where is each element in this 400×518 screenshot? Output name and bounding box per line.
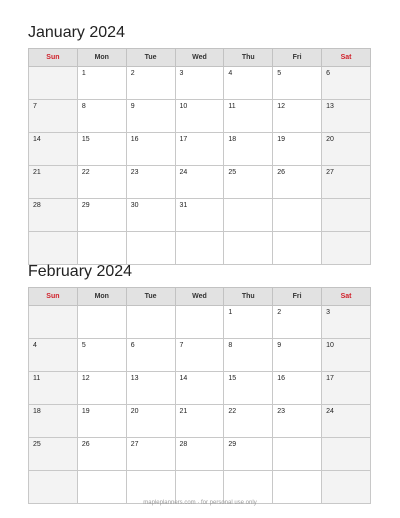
weekday-tue: Tue (126, 288, 175, 306)
day-cell: 19 (273, 133, 322, 166)
day-cell: 23 (126, 166, 175, 199)
week-row (29, 100, 371, 133)
day-cell: 10 (322, 339, 371, 372)
day-cell (273, 471, 322, 504)
day-cell: 1 (77, 67, 126, 100)
day-cell: 24 (322, 405, 371, 438)
day-cell (126, 306, 175, 339)
day-cell: 23 (273, 405, 322, 438)
day-cell: 27 (126, 438, 175, 471)
day-cell: 14 (175, 372, 224, 405)
day-cell: 20 (126, 405, 175, 438)
day-cell: 3 (175, 67, 224, 100)
day-cell: 22 (77, 166, 126, 199)
day-cell (77, 306, 126, 339)
day-cell (29, 471, 78, 504)
day-cell: 26 (77, 438, 126, 471)
day-cell (126, 471, 175, 504)
day-cell: 12 (273, 100, 322, 133)
day-cell: 16 (126, 133, 175, 166)
day-cell: 6 (126, 339, 175, 372)
day-cell: 13 (126, 372, 175, 405)
month-title-february: February 2024 (28, 263, 133, 280)
day-cell: 2 (126, 67, 175, 100)
day-cell (126, 232, 175, 265)
day-cell: 28 (175, 438, 224, 471)
day-cell: 12 (77, 372, 126, 405)
day-cell: 27 (322, 166, 371, 199)
day-cell: 3 (322, 306, 371, 339)
day-cell (322, 232, 371, 265)
day-cell: 25 (224, 166, 273, 199)
day-cell (224, 232, 273, 265)
day-cell (322, 438, 371, 471)
weekday-header-row (29, 49, 371, 67)
day-cell: 7 (175, 339, 224, 372)
day-cell: 13 (322, 100, 371, 133)
day-cell: 6 (322, 67, 371, 100)
day-cell: 30 (126, 199, 175, 232)
weekday-mon: Mon (77, 288, 126, 306)
day-cell: 20 (322, 133, 371, 166)
day-cell (273, 199, 322, 232)
calendar-february (28, 287, 371, 504)
day-cell (175, 471, 224, 504)
day-cell: 2 (273, 306, 322, 339)
day-cell: 11 (224, 100, 273, 133)
day-cell: 7 (29, 100, 78, 133)
day-cell: 18 (224, 133, 273, 166)
day-cell (29, 306, 78, 339)
day-cell: 11 (29, 372, 78, 405)
week-row (29, 339, 371, 372)
week-row (29, 232, 371, 265)
day-cell: 18 (29, 405, 78, 438)
day-cell: 9 (126, 100, 175, 133)
day-cell: 28 (29, 199, 78, 232)
weekday-sun: Sun (29, 49, 78, 67)
week-row (29, 471, 371, 504)
calendar-january (28, 48, 371, 265)
day-cell (175, 232, 224, 265)
day-cell: 19 (77, 405, 126, 438)
day-cell: 26 (273, 166, 322, 199)
day-cell (322, 199, 371, 232)
week-row (29, 133, 371, 166)
day-cell (273, 232, 322, 265)
weekday-fri: Fri (273, 288, 322, 306)
day-cell: 8 (77, 100, 126, 133)
weekday-thu: Thu (224, 288, 273, 306)
week-row (29, 438, 371, 471)
day-cell: 4 (224, 67, 273, 100)
day-cell: 16 (273, 372, 322, 405)
day-cell: 5 (273, 67, 322, 100)
week-row (29, 67, 371, 100)
day-cell (29, 67, 78, 100)
week-row (29, 199, 371, 232)
day-cell (322, 471, 371, 504)
day-cell (77, 232, 126, 265)
footer-note: mapleplanners.com · for personal use only (143, 500, 257, 506)
day-cell: 15 (224, 372, 273, 405)
day-cell: 29 (224, 438, 273, 471)
day-cell: 8 (224, 339, 273, 372)
weekday-fri: Fri (273, 49, 322, 67)
day-cell: 9 (273, 339, 322, 372)
day-cell: 31 (175, 199, 224, 232)
day-cell: 25 (29, 438, 78, 471)
day-cell: 21 (175, 405, 224, 438)
month-title-january: January 2024 (28, 24, 125, 41)
week-row (29, 372, 371, 405)
day-cell: 14 (29, 133, 78, 166)
weekday-sun: Sun (29, 288, 78, 306)
day-cell: 29 (77, 199, 126, 232)
weekday-wed: Wed (175, 49, 224, 67)
day-cell: 1 (224, 306, 273, 339)
day-cell (224, 471, 273, 504)
weekday-header-row (29, 288, 371, 306)
weekday-sat: Sat (322, 288, 371, 306)
week-row (29, 306, 371, 339)
day-cell: 17 (175, 133, 224, 166)
day-cell (29, 232, 78, 265)
day-cell: 21 (29, 166, 78, 199)
day-cell: 15 (77, 133, 126, 166)
day-cell: 4 (29, 339, 78, 372)
week-row (29, 166, 371, 199)
day-cell: 10 (175, 100, 224, 133)
day-cell: 17 (322, 372, 371, 405)
weekday-tue: Tue (126, 49, 175, 67)
day-cell (175, 306, 224, 339)
day-cell (77, 471, 126, 504)
day-cell: 24 (175, 166, 224, 199)
weekday-sat: Sat (322, 49, 371, 67)
weekday-wed: Wed (175, 288, 224, 306)
weekday-mon: Mon (77, 49, 126, 67)
weekday-thu: Thu (224, 49, 273, 67)
day-cell (273, 438, 322, 471)
day-cell (224, 199, 273, 232)
week-row (29, 405, 371, 438)
day-cell: 22 (224, 405, 273, 438)
day-cell: 5 (77, 339, 126, 372)
